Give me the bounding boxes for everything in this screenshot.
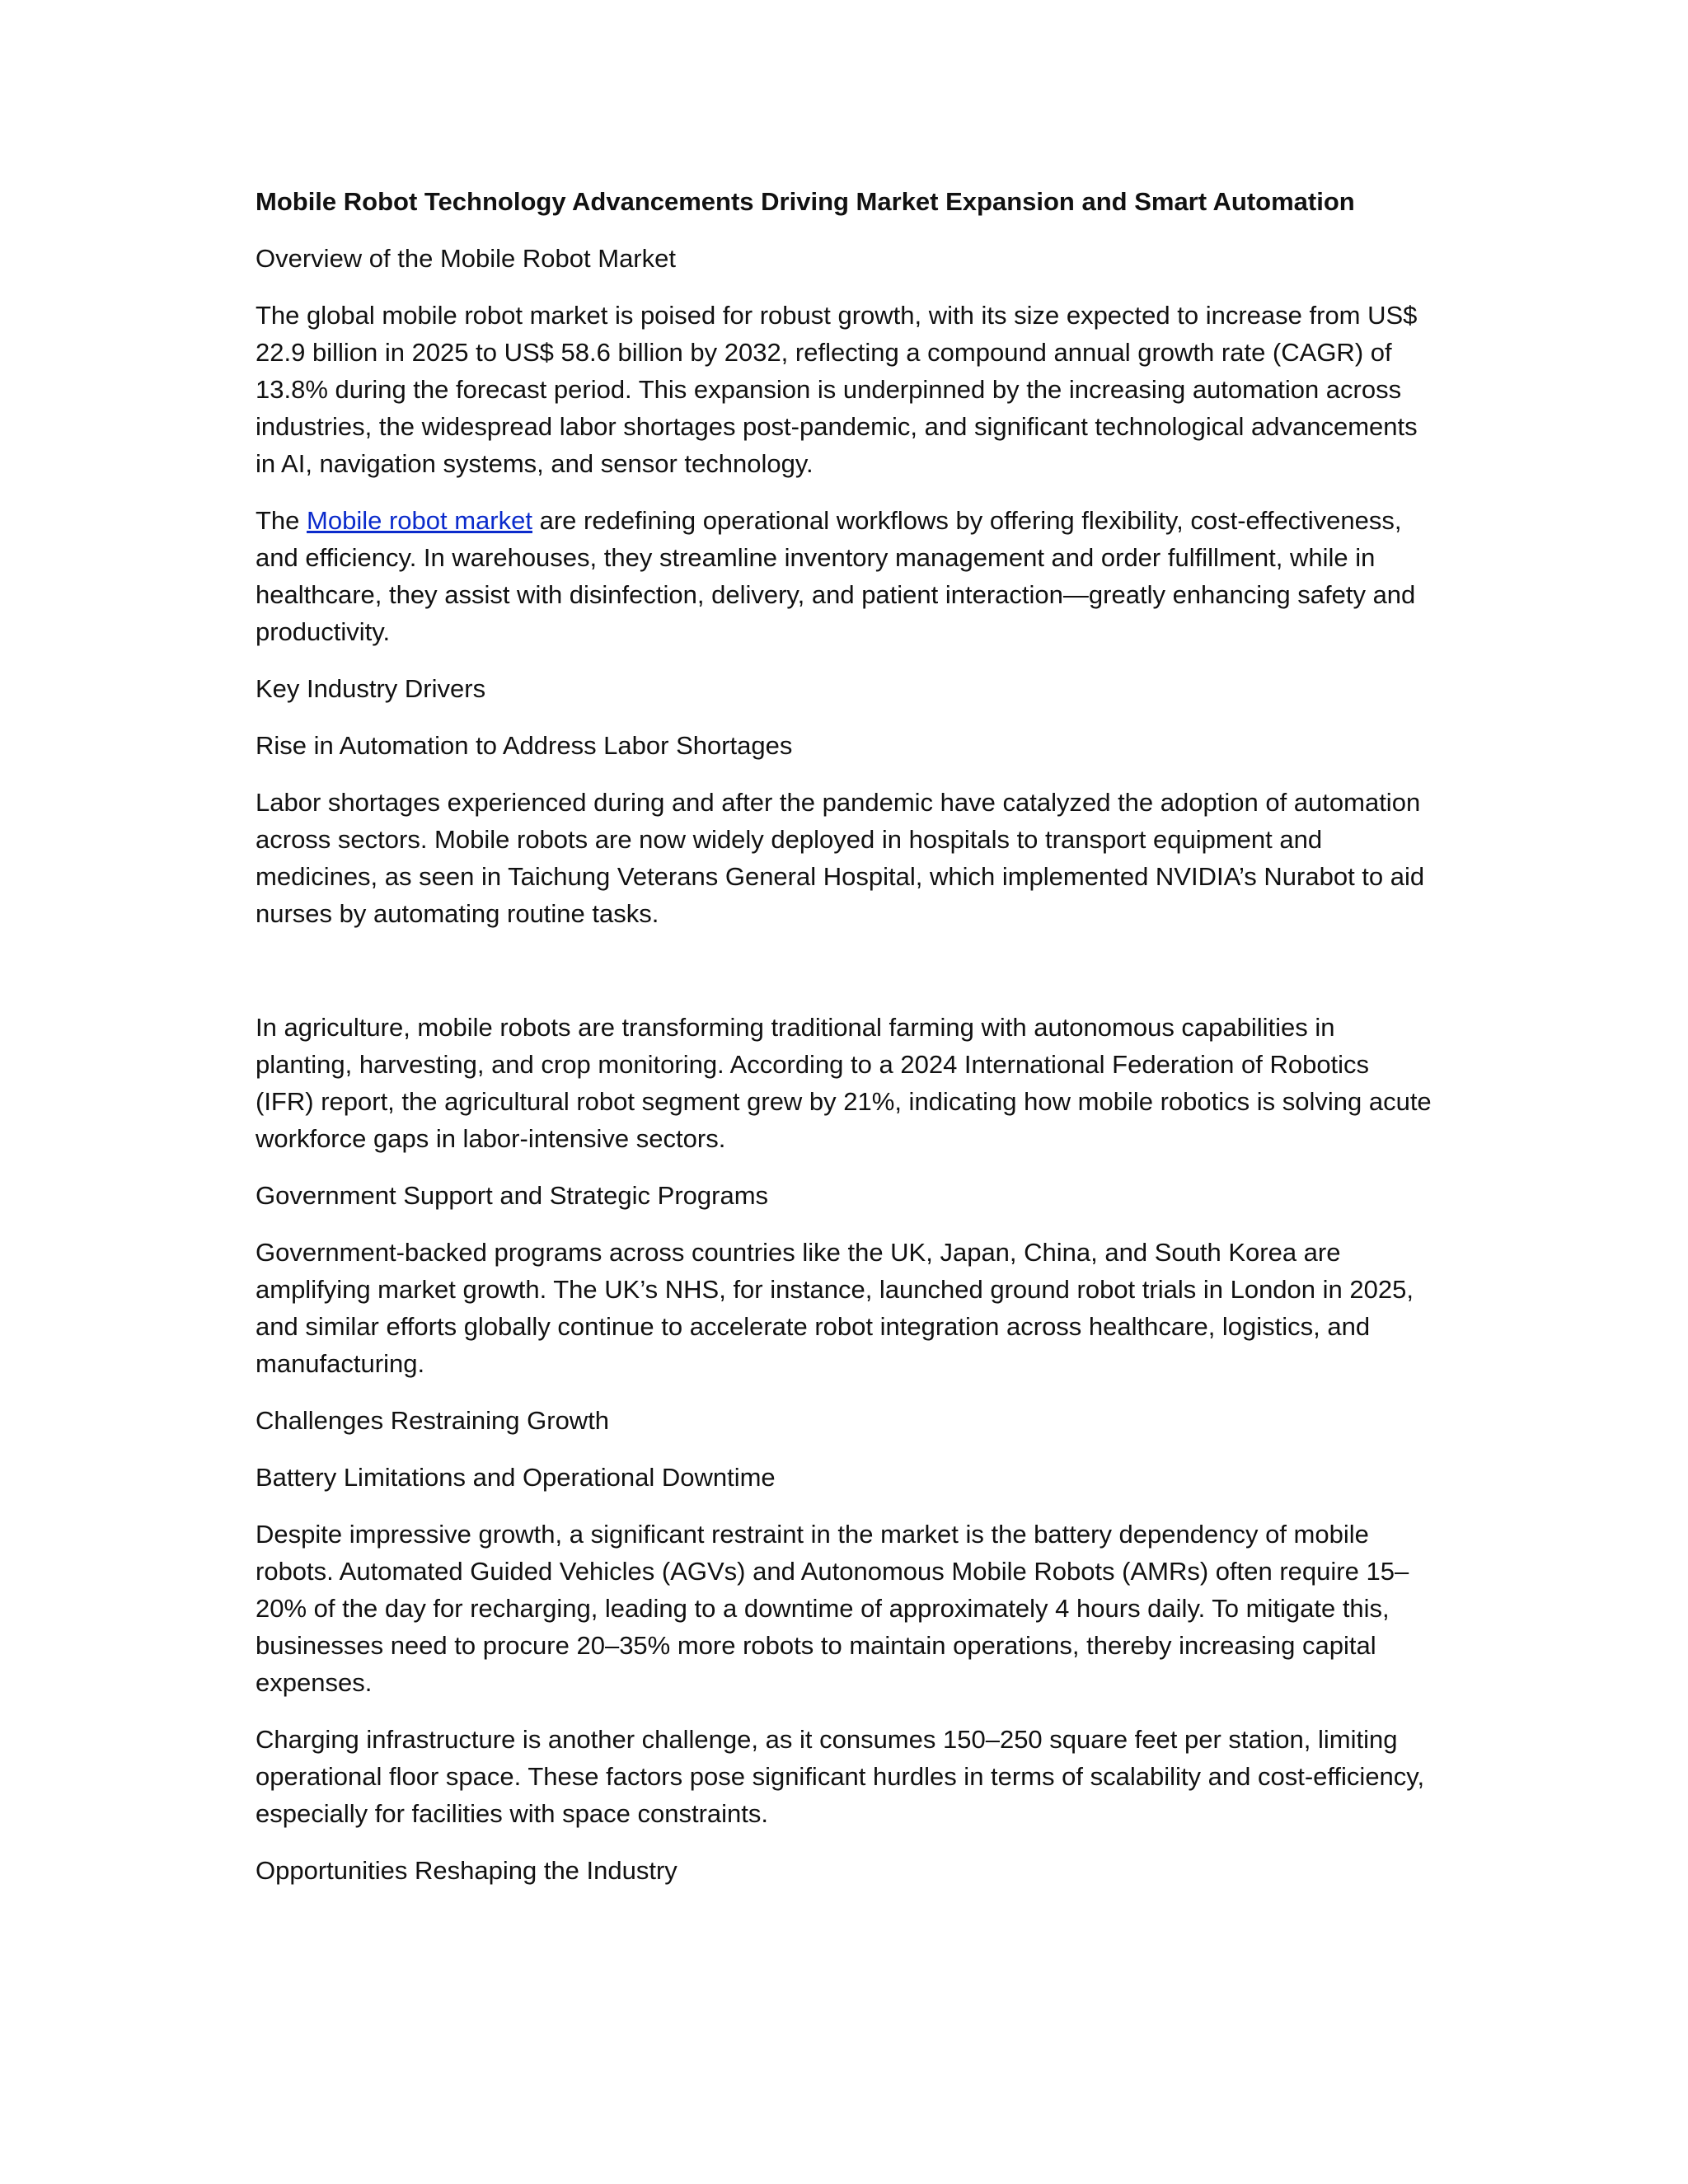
- document-page: [256, 183, 1434, 1909]
- section-heading-overview: Overview of the Mobile Robot Market: [256, 244, 676, 273]
- paragraph-overview: The global mobile robot market is poised for robust growth, with its size expected to increase from US$ 22.9 billion in 2025 to US$ 58.6 billion by 2032, reflecting a compound annual growth rate (CAGR) of 13.8% during the forecast period. This expansion is underpinned by the increasing automation across industries, the widespread labor shortages post-pandemic, and significant technological advancements in AI, navigation systems, and sensor technology.: [256, 301, 1418, 478]
- document-title: Mobile Robot Technology Advancements Driving Market Expansion and Smart Automation: [256, 187, 1355, 216]
- paragraph-government: Government-backed programs across countries like the UK, Japan, China, and South Korea are amplifying market growth. The UK’s NHS, for instance, launched ground robot trials in London in 2025, and similar efforts globally continue to accelerate robot integration across healthcare, logistics, and manufacturing.: [256, 1238, 1414, 1378]
- paragraph-charging: Charging infrastructure is another challenge, as it consumes 150–250 square feet per station, limiting operational floor space. These factors pose significant hurdles in terms of scalability and cost-efficiency, especially for facilities with space constraints.: [256, 1725, 1425, 1828]
- subheading-battery: Battery Limitations and Operational Downtime: [256, 1463, 776, 1492]
- section-heading-drivers: Key Industry Drivers: [256, 674, 486, 703]
- section-heading-opportunities: Opportunities Reshaping the Industry: [256, 1856, 678, 1885]
- paragraph-link-prefix: The: [256, 506, 307, 535]
- paragraph-link-suffix: are redefining operational workflows by offering flexibility, cost-effectiveness, and efficiency. In warehouses, they streamline inventory management and order fulfillment, while in healthcare, they assist with disinfection, delivery, and patient interaction—greatly enhancing safety and productivity.: [256, 506, 1416, 646]
- mobile-robot-market-link[interactable]: Mobile robot market: [307, 506, 532, 535]
- paragraph-labor-shortages: Labor shortages experienced during and after the pandemic have catalyzed the adoption of automation across sectors. Mobile robots are now widely deployed in hospitals to transport equipment and medicines, as seen in Taichung Veterans General Hospital, which implemented NVIDIA’s Nurabot to aid nurses by automating routine tasks.: [256, 788, 1425, 928]
- section-heading-challenges: Challenges Restraining Growth: [256, 1406, 610, 1435]
- paragraph-battery: Despite impressive growth, a significant restraint in the market is the battery dependency of mobile robots. Automated Guided Vehicles (AGVs) and Autonomous Mobile Robots (AMRs) often require 15–20% of the day for recharging, leading to a downtime of approximately 4 hours daily. To mitigate this, businesses need to procure 20–35% more robots to maintain operations, thereby increasing capital expenses.: [256, 1520, 1409, 1697]
- subheading-government: Government Support and Strategic Programs: [256, 1181, 769, 1210]
- paragraph-agriculture: In agriculture, mobile robots are transforming traditional farming with autonomous capabilities in planting, harvesting, and crop monitoring. According to a 2024 International Federation of Robotics (IFR) report, the agricultural robot segment grew by 21%, indicating how mobile robotics is solving acute workforce gaps in labor-intensive sectors.: [256, 1013, 1432, 1153]
- blank-spacer: [256, 952, 1434, 1009]
- subheading-automation: Rise in Automation to Address Labor Shortages: [256, 731, 793, 760]
- paragraph-mobile-robot-link: [256, 502, 1434, 650]
